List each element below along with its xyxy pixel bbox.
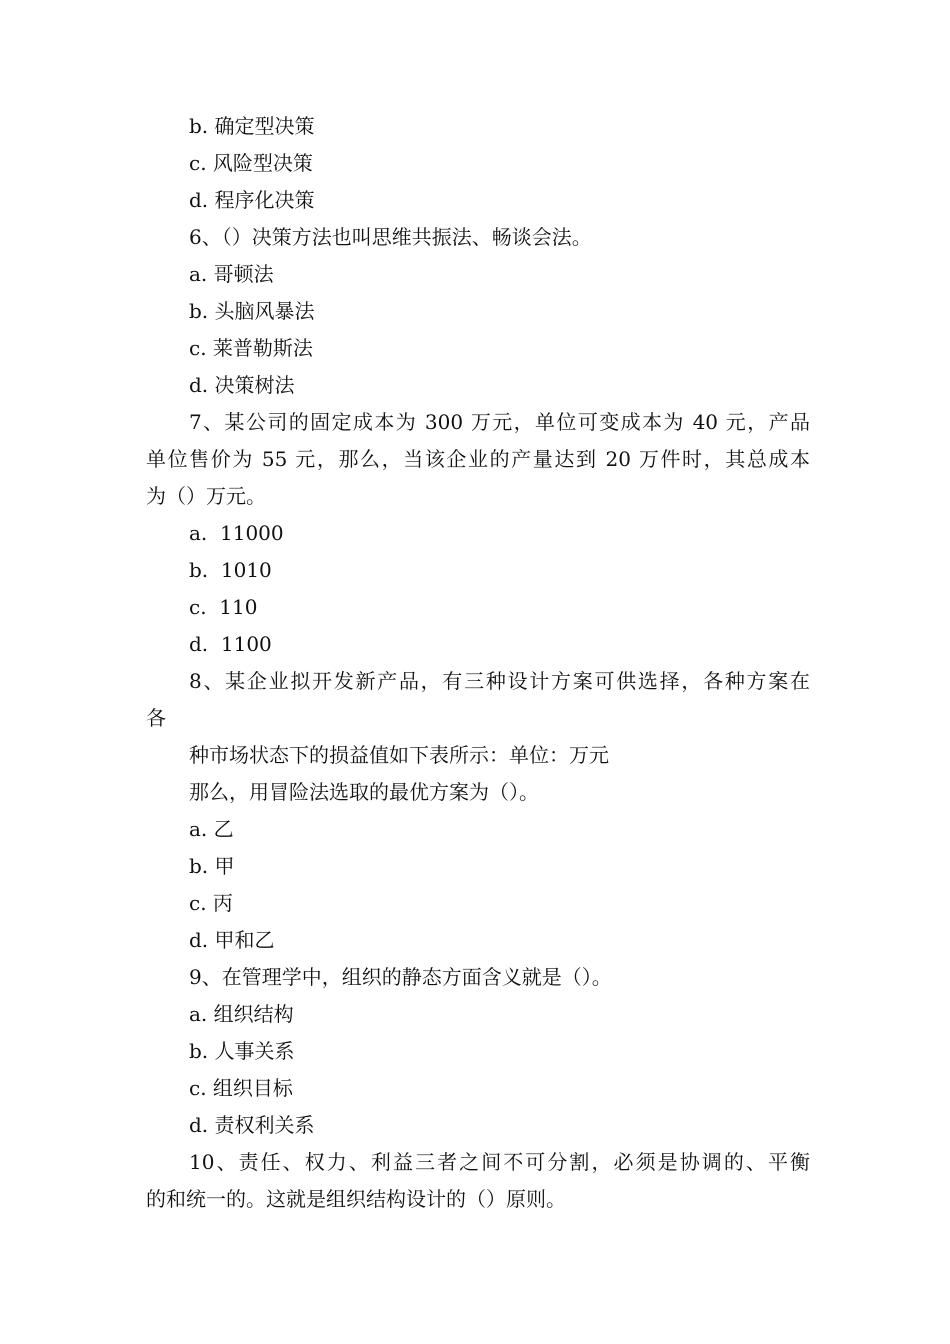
question-10-line-1: 10、责任、权力、利益三者之间不可分割，必须是协调的、平衡 [189,1150,810,1174]
option-a-q9: a. 组织结构 [189,1002,294,1026]
document-page [146,108,810,1218]
option-c-q5: c. 风险型决策 [189,151,313,175]
option-c-q8: c. 丙 [189,891,233,915]
option-d-q5: d. 程序化决策 [189,188,315,212]
question-8-line-3: 种市场状态下的损益值如下表所示：单位：万元 [189,743,609,767]
option-a-q7: a. 11000 [189,521,284,545]
option-b-q6: b. 头脑风暴法 [189,299,315,323]
option-d-q7: d. 1100 [189,632,272,656]
option-b-q7: b. 1010 [189,558,272,582]
question-7-line-3: 为（）万元。 [146,484,266,508]
option-b-q8: b. 甲 [189,854,235,878]
question-8-line-2: 各 [146,706,166,730]
option-c-q6: c. 莱普勒斯法 [189,336,313,360]
option-b-q5: b. 确定型决策 [189,114,315,138]
option-b-q9: b. 人事关系 [189,1039,295,1063]
option-d-q6: d. 决策树法 [189,373,295,397]
option-a-q6: a. 哥顿法 [189,262,274,286]
question-6: 6、（）决策方法也叫思维共振法、畅谈会法。 [189,225,592,249]
option-d-q8: d. 甲和乙 [189,928,275,952]
question-7-line-1: 7、某公司的固定成本为 300 万元，单位可变成本为 40 元，产品 [189,410,810,434]
question-8-line-1: 8、某企业拟开发新产品，有三种设计方案可供选择，各种方案在 [189,669,810,693]
question-9: 9、在管理学中，组织的静态方面含义就是（）。 [189,965,612,989]
option-c-q7: c. 110 [189,595,258,619]
question-7-line-2: 单位售价为 55 元，那么，当该企业的产量达到 20 万件时，其总成本 [146,447,810,471]
option-a-q8: a. 乙 [189,817,234,841]
option-c-q9: c. 组织目标 [189,1076,293,1100]
question-8-line-4: 那么，用冒险法选取的最优方案为（）。 [189,780,539,804]
question-10-line-2: 的和统一的。这就是组织结构设计的（）原则。 [146,1187,566,1211]
option-d-q9: d. 责权利关系 [189,1113,315,1137]
